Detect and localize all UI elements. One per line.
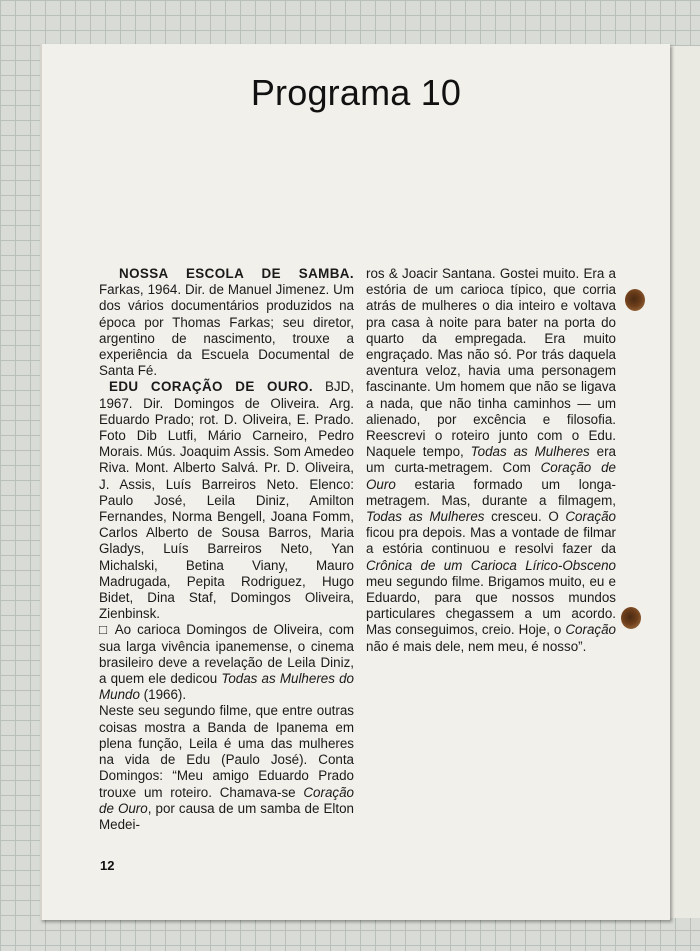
page-title: Programa 10: [250, 72, 462, 113]
right-column: [366, 266, 616, 655]
commentary-paragraph: □ Ao carioca Domingos de Oliveira, com sua larga vivência ipanemense, o cinema brasileiro deve a revelação de Leila Diniz, a quem ele dedicou Todas as Mulheres do Mundo (1966).: [99, 622, 354, 703]
film-title-heading: EDU CORAÇÃO DE OURO.: [109, 379, 313, 395]
binding-hole-top: [625, 289, 645, 311]
left-column: [99, 266, 354, 833]
commentary-paragraph: Neste seu segundo filme, que entre outras coisas mostra a Banda de Ipanema em plena função, Leila é uma das mulheres na vida de Edu (Paulo José). Conta Domingos: “Meu amigo Eduardo Prado trouxe um roteiro. Chamava-se Coração de Ouro, por causa de um samba de Elton Medei-: [99, 703, 354, 832]
film-title-italic: Coração de Ouro: [99, 784, 354, 816]
page-number: 12: [100, 858, 115, 873]
film-credits-text: BJD, 1967. Dir. Domingos de Oliveira. Arg. Eduardo Prado; rot. D. Oliveira, E. Prado. Foto Dib Lutfi, Mário Carneiro, Pedro Morais. Mús. Joaquim Assis. Som Amedeo Riva. Mont. Alberto Salvá. Pr. D. Oliveira, J. Assis, Luís Barreiros Neto. Elenco: Paulo José, Leila Diniz, Amilton Fernandes, Norma Bengell, Joana Fomm, Carlos Alberto de Sousa Barros, Maria Gladys, Luís Barreiros Neto, Yan Michalski, Betina Viany, Mauro Madrugada, Pepita Rodriguez, Hugo Bidet, Dina Staf, Domingos Oliveira, Zienbinsk.: [99, 379, 354, 622]
film-entry-text: Farkas, 1964. Dir. de Manuel Jimenez. Um dos vários documentários produzidos na época por Thomas Farkas; seu diretor, argentino de nascimento, trouxe a experiência da Escuela Documental de Santa Fé.: [99, 282, 354, 379]
booklet-page: [40, 44, 670, 920]
film-title-italic: Todas as Mulheres do Mundo: [99, 671, 354, 703]
quote-paragraph: ros & Joacir Santana. Gostei muito. Era a estória de um carioca típico, que corria atrás de mulheres o dia inteiro e voltava pra casa à noite para bater na porta do quarto da empregada. Era muito engraçado. Mas não só. Por trás daquela aventura veloz, havia uma personagem fascinante. Um homem que não se ligava a nada, que não tinha caminhos — um alienado, por excência e filosofia. Reescrevi o roteiro junto com o Edu. Naquele tempo, Todas as Mulheres era um curta-metragem. Com Coração de Ouro estaria formado um longa-metragem. Mas, durante a filmagem, Todas as Mulheres cresceu. O Coração ficou pra depois. Mas a vontade de filmar a estória continuou e resolvi fazer da Crônica de um Carioca Lírico-Obsceno meu segundo filme. Brigamos muito, eu e Eduardo, para que nossos mundos particulares chegassem a um acordo. Mas conseguimos, creio. Hoje, o Coração não é mais dele, nem meu, é nosso”.: [366, 266, 616, 654]
binding-hole-bottom: [621, 607, 641, 629]
film-entry-nossa-escola: [99, 266, 354, 379]
film-entry-edu-coracao: [99, 379, 354, 622]
film-title-heading: NOSSA ESCOLA DE SAMBA.: [119, 266, 354, 281]
